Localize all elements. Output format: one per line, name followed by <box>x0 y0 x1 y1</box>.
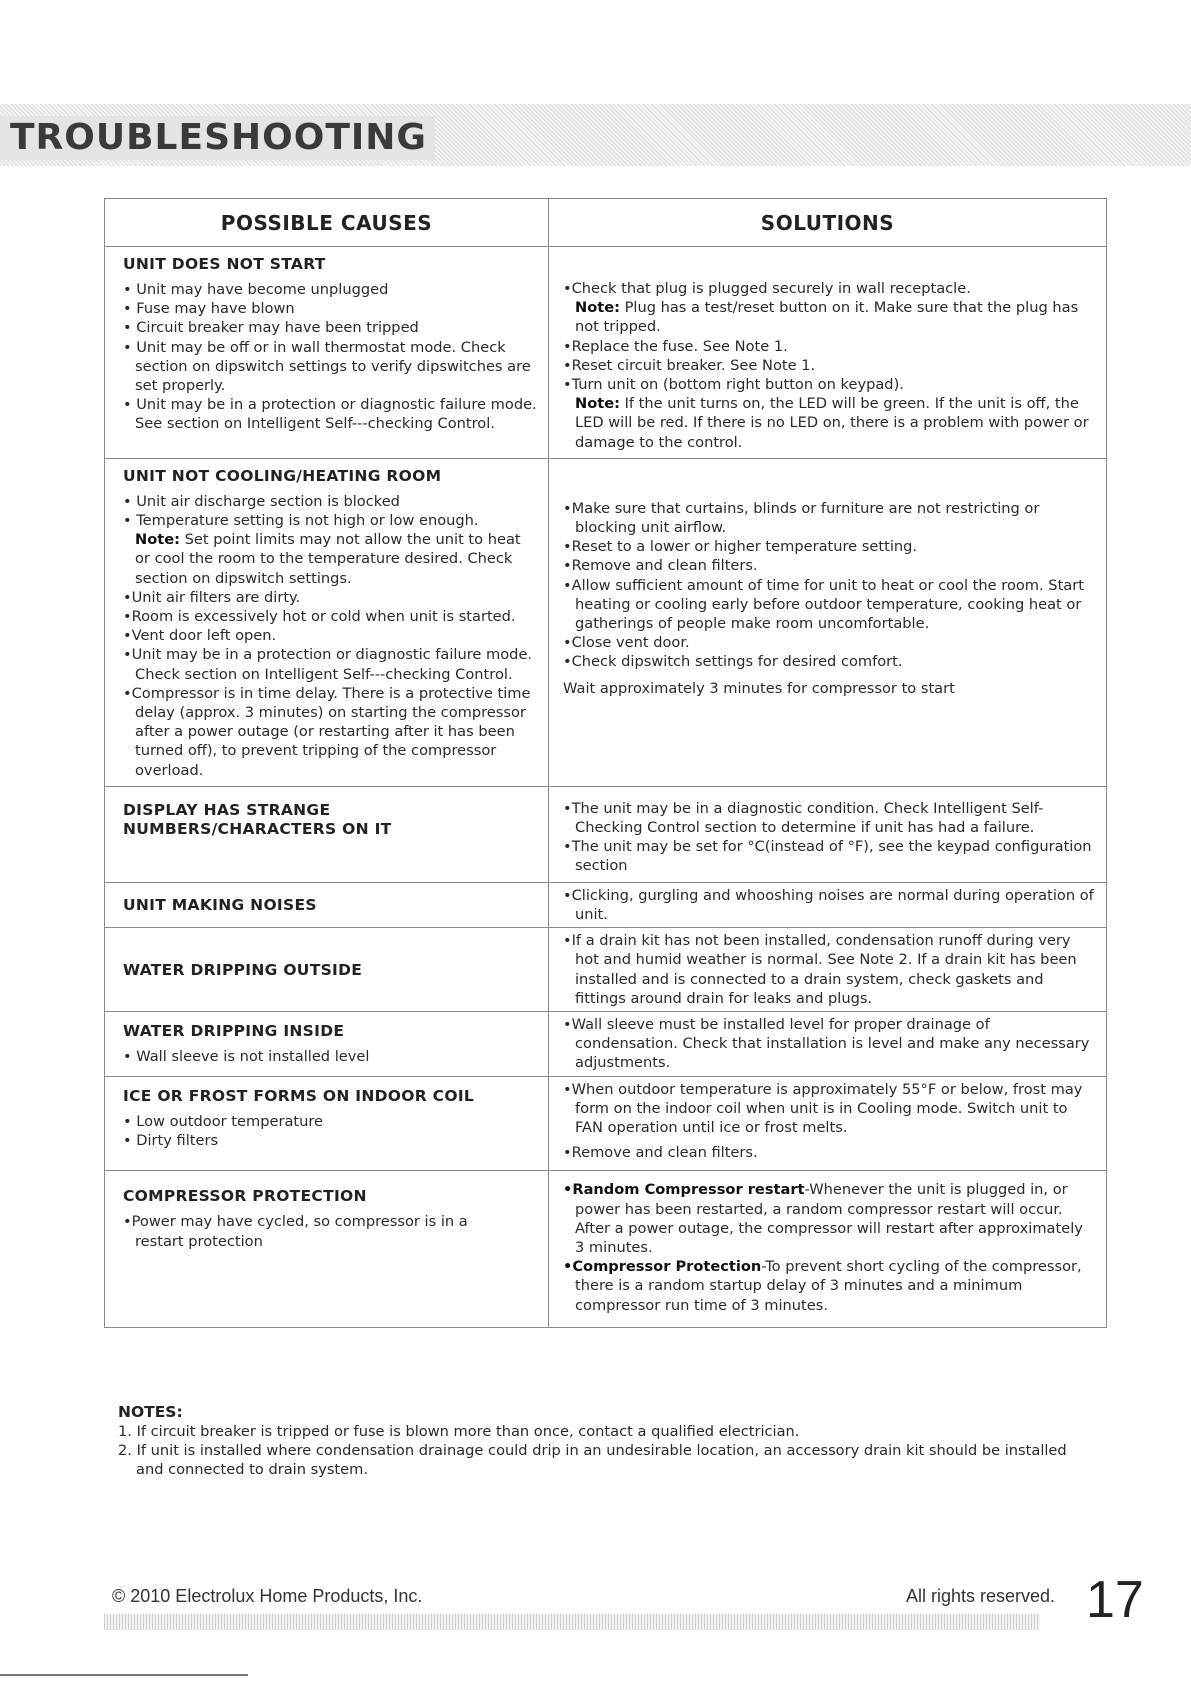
note-label: Note: <box>575 299 620 317</box>
table-row <box>105 786 1107 882</box>
list-item: •Close vent door. <box>563 634 690 652</box>
cause-cell <box>105 882 549 927</box>
solution-cell <box>549 1171 1107 1327</box>
solution-text: •Reset circuit breaker. See Note 1. <box>563 356 816 374</box>
notes-title: NOTES: <box>118 1403 183 1421</box>
page-title: TROUBLESHOOTING <box>0 116 435 160</box>
cause-cell <box>105 458 549 786</box>
list-item: • Unit may be off or in wall thermostat mode. Check section on dipswitch settings to verify dipswitches are set properly. <box>123 338 531 395</box>
list-item <box>563 337 1094 356</box>
page-number: 17 <box>1086 1571 1144 1629</box>
solution-cell <box>549 928 1107 1012</box>
table-row <box>105 1171 1107 1327</box>
solution-cell <box>549 1011 1107 1076</box>
solution-list <box>563 799 1094 876</box>
cause-list <box>123 1047 538 1066</box>
list-item: • Unit may be in a protection or diagnostic failure mode. See section on Intelligent Self---checking Control. <box>123 396 537 433</box>
list-item: • Circuit breaker may have been tripped <box>123 319 419 337</box>
note-item: 1. If circuit breaker is tripped or fuse is blown more than once, contact a qualified electrician. <box>118 1423 800 1440</box>
list-item: •Allow sufficient amount of time for unit to heat or cool the room. Start heating or cooling early before outdoor temperature, cooking heat or gatherings of people make room uncomfortable. <box>563 576 1084 633</box>
table-row <box>105 882 1107 927</box>
cause-title: UNIT MAKING NOISES <box>123 896 317 915</box>
cause-cell <box>105 1171 549 1327</box>
solution-text: •Replace the fuse. See Note 1. <box>563 337 788 355</box>
solution-list <box>563 279 1094 452</box>
solution-text: •Turn unit on (bottom right button on keypad). <box>563 376 904 394</box>
solution-heading: •Random Compressor restart <box>563 1181 805 1199</box>
list-item <box>563 298 1094 336</box>
list-item: •Clicking, gurgling and whooshing noises are normal during operation of unit. <box>563 886 1094 923</box>
list-item <box>563 1257 1094 1315</box>
solution-cell <box>549 458 1107 786</box>
table-row <box>105 458 1107 786</box>
list-item: •The unit may be in a diagnostic condition. Check Intelligent Self-Checking Control section to determine if unit has had a failure. <box>563 799 1044 837</box>
list-item: •When outdoor temperature is approximately 55°F or below, frost may form on the indoor coil when unit is in Cooling mode. Switch unit to FAN operation until ice or frost melts. <box>563 1080 1083 1136</box>
list-item <box>563 394 1094 452</box>
note-text: If the unit turns on, the LED will be green. If the unit is off, the LED will be red. If there is no LED on, there is a problem with power or damage to the control. <box>575 395 1089 451</box>
list-item: •Unit air filters are dirty. <box>123 588 301 606</box>
list-item <box>563 375 1094 394</box>
list-item: •Make sure that curtains, blinds or furniture are not restricting or blocking unit airflow. <box>563 499 1040 537</box>
list-item: •Wall sleeve must be installed level for proper drainage of condensation. Check that installation is level and make any necessary adjustments. <box>563 1015 1090 1072</box>
cause-list <box>123 1212 538 1250</box>
column-header-solutions: SOLUTIONS <box>549 199 1107 247</box>
footer-bar <box>104 1614 1040 1630</box>
list-item: •Unit may be in a protection or diagnostic failure mode. Check section on Intelligent Self---checking Control. <box>123 646 533 683</box>
list-item: •Room is excessively hot or cold when unit is started. <box>123 608 516 626</box>
solution-text: -Whenever the unit is plugged in, or power has been restarted, a random compressor restart will occur. After a power outage, the compressor will restart after approximately 3 minutes. <box>575 1181 1083 1256</box>
note-item: 2. If unit is installed where condensation drainage could drip in an undesirable location, an accessory drain kit should be installed and connected to drain system. <box>118 1442 1067 1478</box>
troubleshooting-table <box>104 198 1107 1328</box>
cause-cell <box>105 928 549 1012</box>
table-row <box>105 247 1107 459</box>
solution-text: -To prevent short cycling of the compressor, there is a random startup delay of 3 minutes and a minimum compressor run time of 3 minutes. <box>575 1258 1082 1314</box>
cause-title: UNIT NOT COOLING/HEATING ROOM <box>123 466 442 485</box>
solution-list <box>563 931 1094 1008</box>
cause-cell <box>105 1011 549 1076</box>
list-item: Wait approximately 3 minutes for compressor to start <box>563 679 955 697</box>
list-item: • Dirty filters <box>123 1131 219 1149</box>
solution-list <box>563 499 1094 698</box>
copyright-text: © 2010 Electrolux Home Products, Inc. <box>112 1586 423 1606</box>
cause-title: ICE OR FROST FORMS ON INDOOR COIL <box>123 1086 475 1105</box>
solution-cell <box>549 882 1107 927</box>
note-label: Note: <box>135 531 180 549</box>
list-item: • Unit air discharge section is blocked <box>123 492 400 510</box>
solution-text: •Check that plug is plugged securely in wall receptacle. <box>563 280 971 297</box>
cause-cell <box>105 247 549 459</box>
list-item: • Low outdoor temperature <box>123 1112 324 1130</box>
table-row <box>105 928 1107 1012</box>
cause-cell <box>105 1076 549 1171</box>
cause-title: COMPRESSOR PROTECTION <box>123 1187 367 1206</box>
column-header-causes: POSSIBLE CAUSES <box>105 199 549 247</box>
list-item: •Power may have cycled, so compressor is in a restart protection <box>123 1213 468 1250</box>
table-row <box>105 1011 1107 1076</box>
note-label: Note: <box>575 395 620 413</box>
list-item: • Fuse may have blown <box>123 300 295 318</box>
list-item: •Reset to a lower or higher temperature setting. <box>563 538 918 556</box>
list-item: • Wall sleeve is not installed level <box>123 1047 370 1065</box>
solution-list <box>563 1180 1094 1314</box>
list-item: •Check dipswitch settings for desired comfort. <box>563 653 903 671</box>
list-item <box>563 279 1094 298</box>
cause-title: DISPLAY HAS STRANGE NUMBERS/CHARACTERS ON IT <box>123 800 392 838</box>
note-text: Plug has a test/reset button on it. Make sure that the plug has not tripped. <box>575 299 1079 336</box>
list-item: • Temperature setting is not high or low enough. <box>123 512 479 530</box>
cause-list <box>123 1112 538 1150</box>
notes-section <box>114 1403 1094 1479</box>
cause-title: UNIT DOES NOT START <box>123 255 326 273</box>
list-item <box>563 356 1094 375</box>
list-item: •The unit may be set for °C(instead of °F), see the keypad configuration section <box>563 838 1092 875</box>
cause-title: WATER DRIPPING INSIDE <box>123 1021 345 1040</box>
list-item: • Unit may have become unplugged <box>123 281 389 298</box>
solution-heading: •Compressor Protection <box>563 1258 762 1276</box>
list-item: •Compressor is in time delay. There is a protective time delay (approx. 3 minutes) on starting the compressor after a power outage (or restarting after it has been turned off), to prevent tripping of the compressor overload. <box>123 684 531 779</box>
cause-list <box>123 280 538 434</box>
list-item: •If a drain kit has not been installed, condensation runoff during very hot and humid weather is normal. See Note 2. If a drain kit has been installed and is connected to a drain system, check gaskets and fittings around drain for leaks and plugs. <box>563 932 1077 1007</box>
cause-cell <box>105 786 549 882</box>
list-item <box>123 530 538 588</box>
rights-text: All rights reserved. <box>906 1586 1056 1606</box>
list-item: •Remove and clean filters. <box>563 557 758 575</box>
solution-list <box>563 1015 1094 1073</box>
bottom-rule <box>0 1674 248 1676</box>
list-item: •Vent door left open. <box>123 627 277 645</box>
list-item: •Remove and clean filters. <box>563 1144 758 1162</box>
table-header-row <box>105 199 1107 247</box>
note-text: Set point limits may not allow the unit to heat or cool the room to the temperature desired. Check section on dipswitch settings. <box>135 531 521 587</box>
cause-title: WATER DRIPPING OUTSIDE <box>123 961 363 979</box>
solution-cell <box>549 786 1107 882</box>
table-row <box>105 1076 1107 1171</box>
solution-cell <box>549 1076 1107 1171</box>
list-item <box>563 1180 1094 1257</box>
solution-list <box>563 886 1094 924</box>
cause-list <box>123 492 538 780</box>
solution-cell <box>549 247 1107 459</box>
solution-list <box>563 1080 1094 1163</box>
